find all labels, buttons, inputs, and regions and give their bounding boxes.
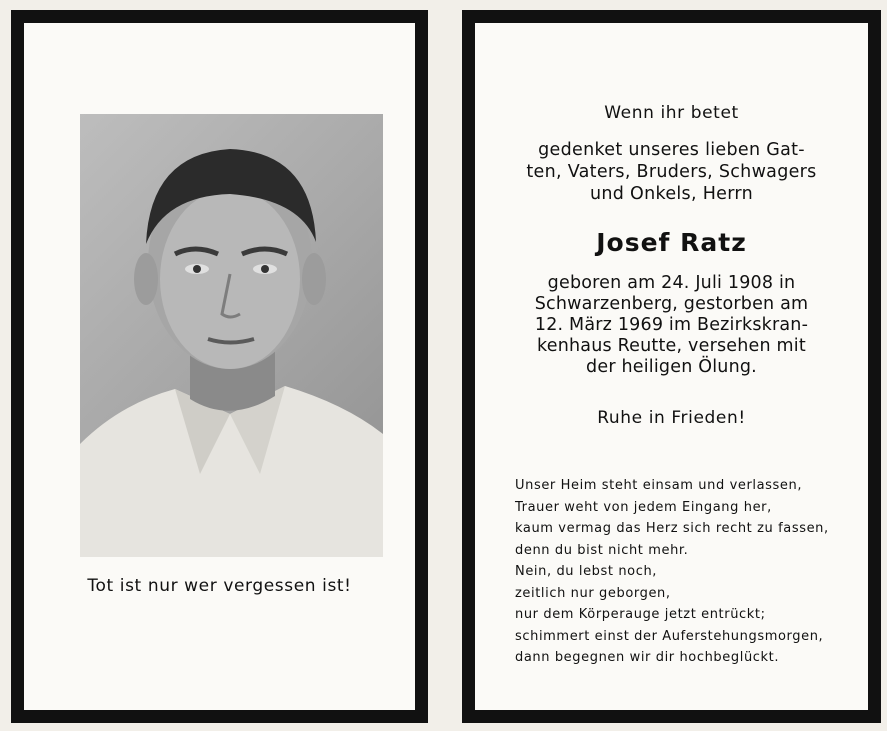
- rest-in-peace: Ruhe in Frieden!: [597, 408, 746, 428]
- bio-line: der heiligen Ölung.: [586, 357, 757, 377]
- poem-line: kaum vermag das Herz sich recht zu fassen,: [515, 521, 829, 536]
- poem-line: zeitlich nur geborgen,: [515, 585, 671, 601]
- poem: [515, 475, 858, 669]
- poem-line: dann begegnen wir dir hochbeglückt.: [515, 650, 780, 665]
- deceased-name: Josef Ratz: [596, 228, 747, 257]
- bio-line: geboren am 24. Juli 1908 in: [547, 273, 796, 293]
- poem-line: schimmert einst der Auferstehungsmorgen,: [515, 628, 824, 644]
- portrait-photo: [80, 114, 383, 557]
- left-card: [24, 23, 415, 710]
- poem-line: denn du bist nicht mehr.: [515, 542, 689, 558]
- biography: [515, 273, 828, 378]
- poem-line: Unser Heim steht einsam und verlassen,: [515, 478, 803, 493]
- poem-line: Trauer weht von jedem Eingang her,: [515, 499, 772, 515]
- dedication-line: gedenket unseres lieben Gat-: [538, 140, 805, 160]
- right-card-border: [462, 10, 881, 723]
- memorial-quote: Tot ist nur wer vergessen ist!: [87, 576, 352, 596]
- right-card: [475, 23, 868, 710]
- bio-line: Schwarzenberg, gestorben am: [534, 294, 809, 314]
- intro-line: Wenn ihr betet: [604, 103, 739, 123]
- poem-line: Nein, du lebst noch,: [515, 564, 658, 579]
- dedication-line: ten, Vaters, Bruders, Schwagers: [526, 162, 817, 182]
- portrait-illustration: [80, 114, 383, 557]
- dedication-line: und Onkels, Herrn: [590, 184, 753, 204]
- dedication: [515, 139, 828, 205]
- poem-line: nur dem Körperauge jetzt entrückt;: [515, 607, 766, 622]
- bio-line: 12. März 1969 im Bezirkskran-: [534, 315, 809, 335]
- bio-line: kenhaus Reutte, versehen mit: [537, 336, 806, 356]
- left-card-border: [11, 10, 428, 723]
